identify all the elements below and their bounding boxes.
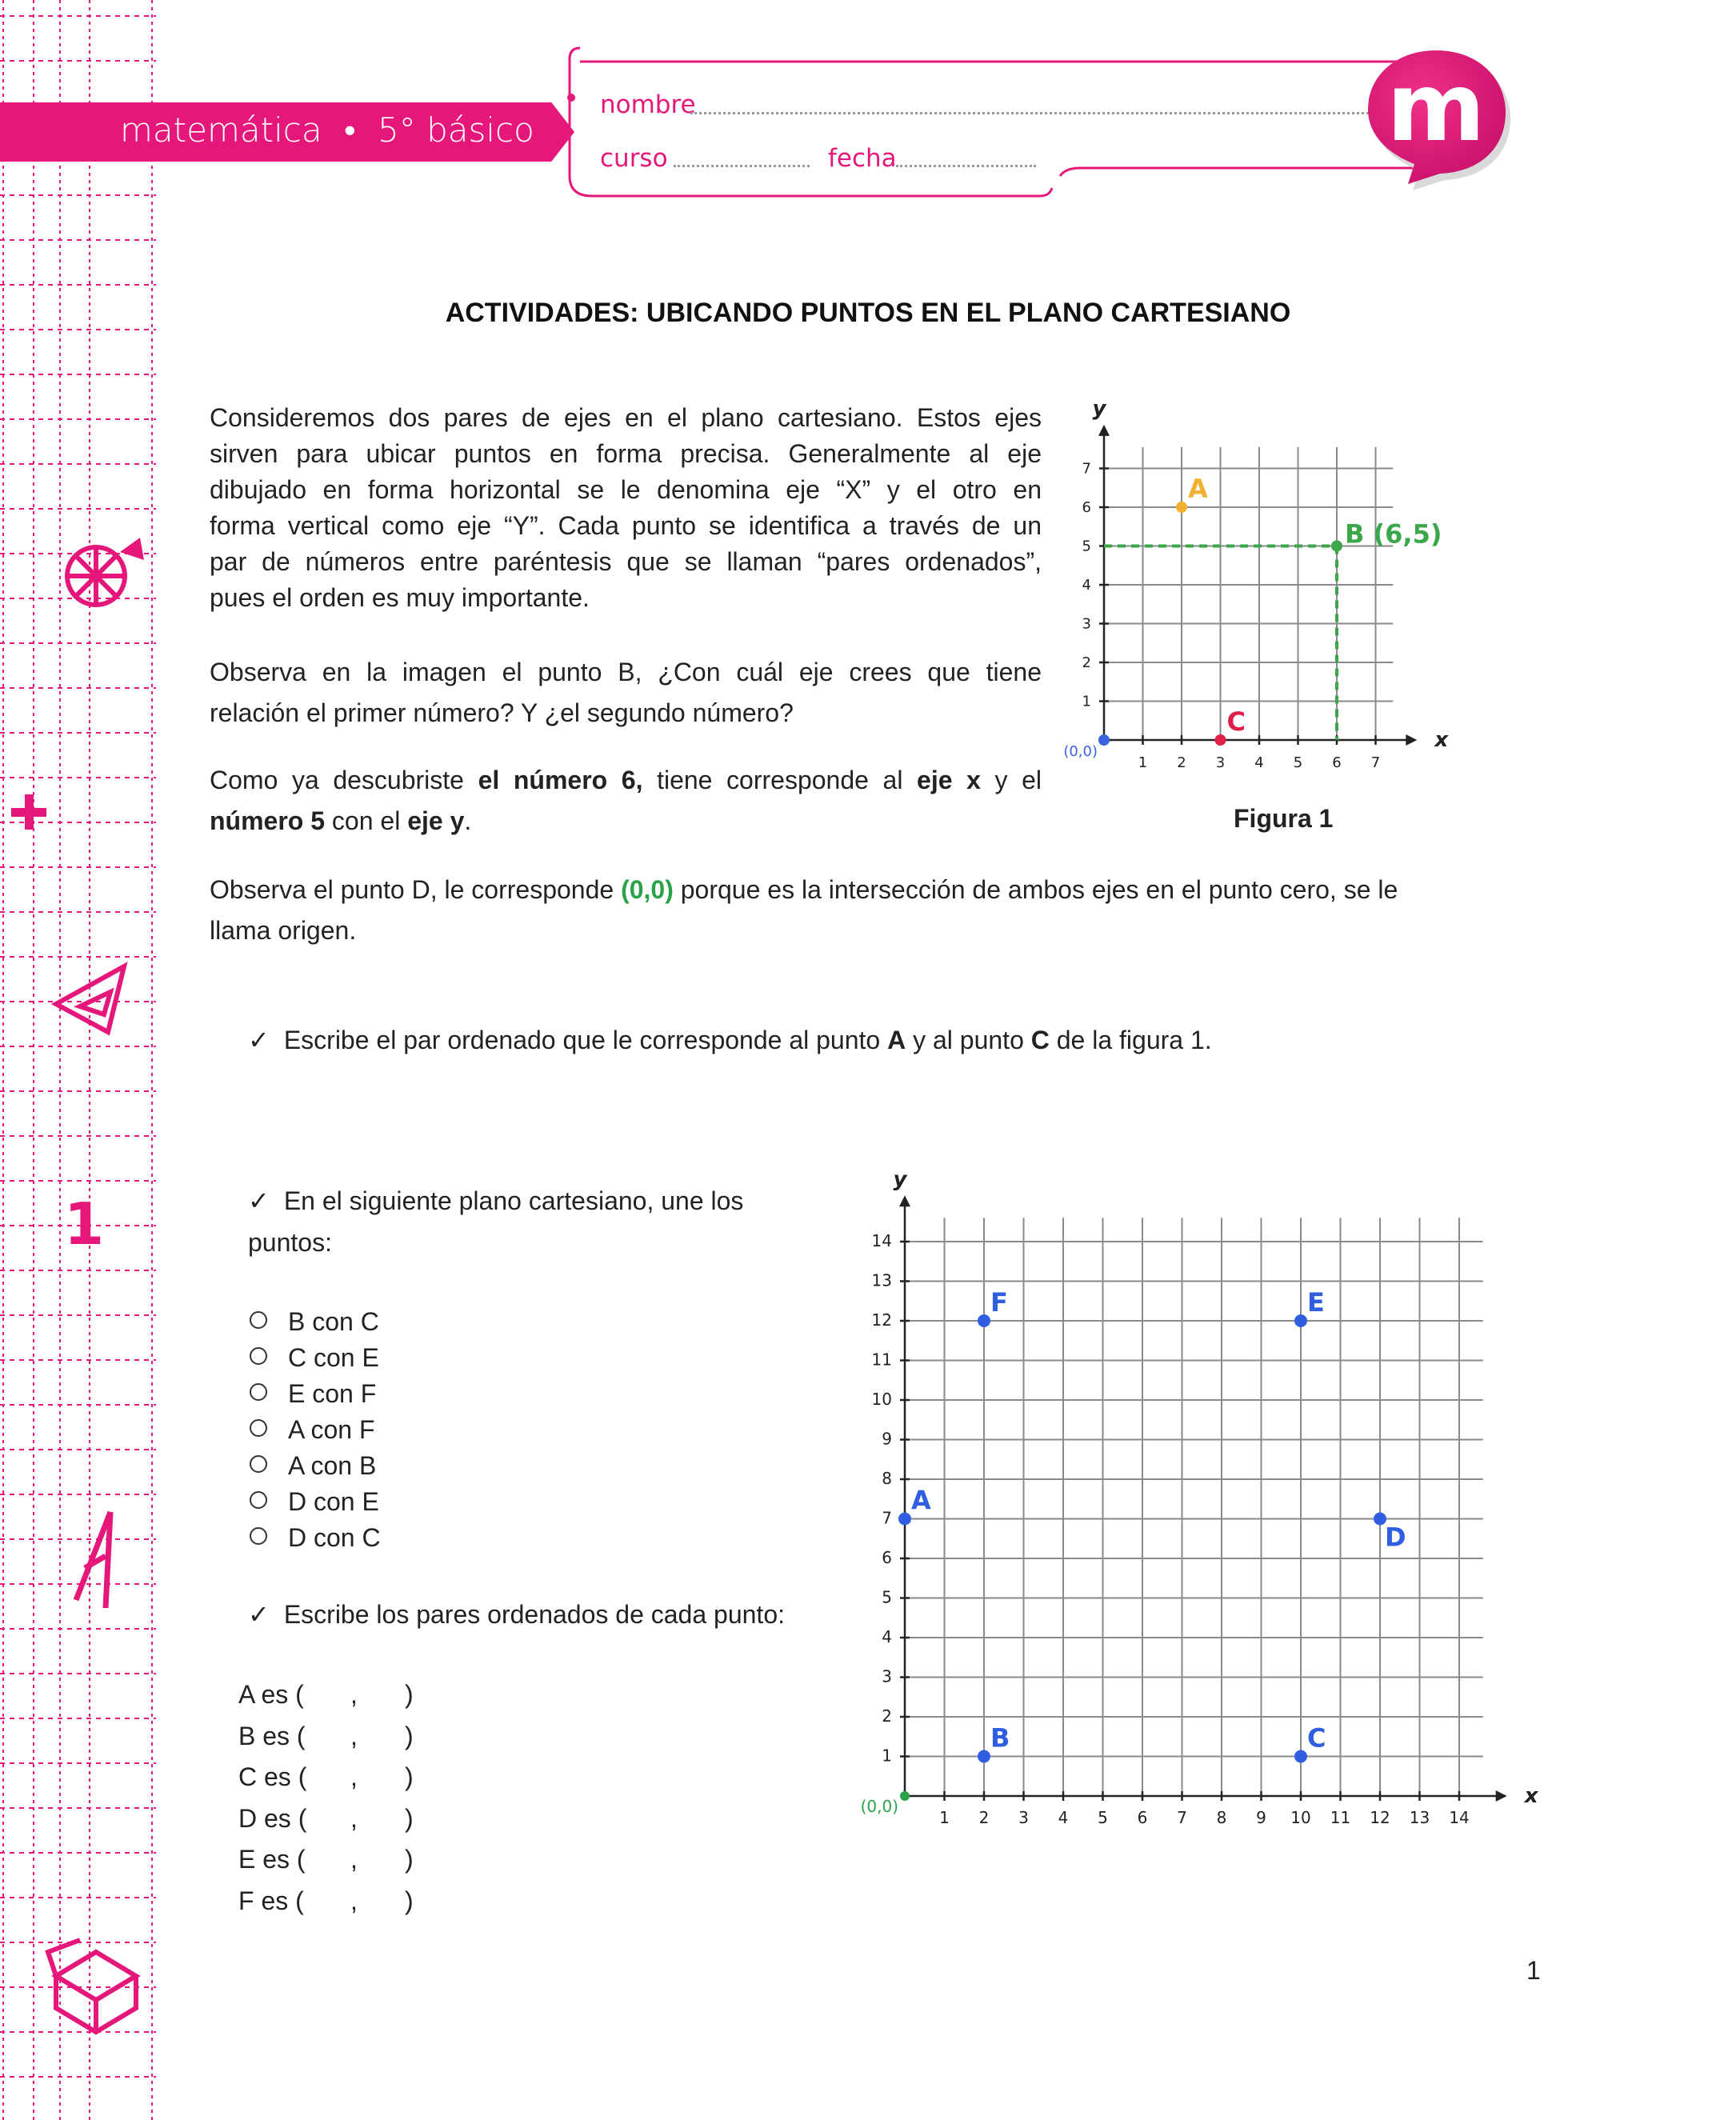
intro-paragraph xyxy=(210,400,1042,616)
intro-line: sirven para ubicar puntos en forma precisa. Generalmente al eje xyxy=(210,439,1042,468)
intro-line: par de números entre paréntesis que se llaman “pares ordenados”, xyxy=(210,547,1042,576)
ordered-pair-close: ) xyxy=(405,1845,414,1874)
y-tick-label: 8 xyxy=(882,1469,892,1488)
question-line: Observa en la imagen el punto B, ¿Con cuál eje crees que tiene xyxy=(210,658,1042,686)
svg-text:m: m xyxy=(1386,52,1486,162)
ordered-pair-label: C es ( xyxy=(238,1762,307,1791)
y-tick-label: 14 xyxy=(871,1231,892,1250)
x-tick-label: 8 xyxy=(1216,1808,1227,1827)
circle-bullet-icon xyxy=(250,1419,267,1437)
ordered-pair-label: E es ( xyxy=(238,1845,306,1874)
origin-label: (0,0) xyxy=(860,1797,898,1816)
x-tick-label: 1 xyxy=(1138,754,1148,771)
y-tick-label: 2 xyxy=(882,1706,892,1726)
ordered-pair-close: ) xyxy=(405,1680,414,1709)
x-tick-label: 1 xyxy=(939,1808,950,1827)
origin-paragraph: Observa el punto D, le corresponde (0,0) porque es la intersección de ambos ejes en el punto cero, se le llama origen. xyxy=(210,875,1398,945)
point-label: B (6,5) xyxy=(1345,518,1442,550)
x-tick-label: 4 xyxy=(1254,754,1264,771)
y-axis-label: y xyxy=(1092,396,1106,421)
connection-label: E con F xyxy=(288,1379,377,1408)
intro-line: pues el orden es muy importante. xyxy=(210,583,590,612)
connection-item xyxy=(250,1412,381,1448)
pie-chart-icon xyxy=(67,547,125,605)
y-tick-label: 4 xyxy=(882,1627,892,1646)
x-axis-arrow-icon xyxy=(1496,1790,1507,1802)
point-marker xyxy=(1098,734,1110,746)
x-tick-label: 6 xyxy=(1332,754,1342,771)
y-tick-label: 11 xyxy=(871,1350,892,1370)
connection-item xyxy=(250,1520,381,1556)
task-3-label: ✓ Escribe los pares ordenados de cada punto: xyxy=(248,1597,785,1633)
y-axis-label: y xyxy=(893,1167,907,1192)
y-axis-arrow-icon xyxy=(1098,425,1110,436)
x-tick-label: 14 xyxy=(1449,1808,1470,1827)
y-tick-label: 7 xyxy=(1082,460,1091,478)
x-tick-label: 2 xyxy=(978,1808,990,1827)
ordered-pair-comma: , xyxy=(350,1680,358,1709)
point-label: F xyxy=(990,1287,1008,1318)
circle-bullet-icon xyxy=(250,1527,267,1545)
triangle-ruler-icon xyxy=(56,966,124,1032)
connection-label: A con B xyxy=(288,1451,377,1480)
origin-label: (0,0) xyxy=(1063,743,1098,760)
x-tick-label: 7 xyxy=(1370,754,1381,771)
connection-label: D con C xyxy=(288,1523,381,1552)
plus-icon xyxy=(11,794,46,830)
x-tick-label: 13 xyxy=(1409,1808,1430,1827)
date-label: fecha xyxy=(828,144,897,173)
brand-logo xyxy=(1360,44,1512,188)
x-tick-label: 9 xyxy=(1256,1808,1266,1827)
point-marker xyxy=(1176,502,1187,513)
ordered-pair-label: F es ( xyxy=(238,1886,304,1915)
x-axis-arrow-icon xyxy=(1406,734,1417,746)
connection-item xyxy=(250,1304,381,1340)
connection-label: B con C xyxy=(288,1307,379,1336)
circle-bullet-icon xyxy=(250,1311,267,1329)
connection-item xyxy=(250,1484,381,1520)
circle-bullet-icon xyxy=(250,1383,267,1401)
intro-line: dibujado en forma horizontal se le denomina eje “X” y el otro en xyxy=(210,475,1042,504)
point-label: B xyxy=(990,1722,1010,1754)
question-paragraph xyxy=(210,652,1042,734)
y-axis-arrow-icon xyxy=(899,1195,910,1206)
x-axis-label: x xyxy=(1524,1784,1538,1808)
x-axis-label: x xyxy=(1434,728,1449,752)
y-tick-label: 9 xyxy=(882,1429,892,1449)
x-tick-label: 6 xyxy=(1137,1808,1148,1827)
x-tick-label: 11 xyxy=(1330,1808,1351,1827)
course-field[interactable] xyxy=(674,165,810,167)
x-tick-label: 7 xyxy=(1177,1808,1187,1827)
compass-icon xyxy=(76,1512,110,1608)
point-marker xyxy=(1331,541,1342,552)
point-marker xyxy=(978,1314,990,1327)
ordered-pair-comma: , xyxy=(350,1803,358,1833)
figure-1-chart xyxy=(1056,396,1449,780)
y-tick-label: 6 xyxy=(1082,499,1091,516)
y-tick-label: 2 xyxy=(1082,654,1091,671)
x-tick-label: 3 xyxy=(1018,1808,1029,1827)
y-tick-label: 5 xyxy=(882,1587,892,1607)
intro-line: forma vertical como eje “Y”. Cada punto se identifica a través de un xyxy=(210,511,1042,540)
y-tick-label: 10 xyxy=(871,1390,892,1409)
x-tick-label: 12 xyxy=(1370,1808,1390,1827)
ordered-pair-label: A es ( xyxy=(238,1680,304,1709)
x-tick-label: 4 xyxy=(1058,1808,1069,1827)
y-tick-label: 13 xyxy=(871,1270,892,1290)
y-tick-label: 7 xyxy=(882,1508,892,1528)
connection-list xyxy=(250,1304,381,1556)
point-label: E xyxy=(1307,1287,1325,1318)
ordered-pair-close: ) xyxy=(405,1721,414,1750)
y-tick-label: 1 xyxy=(882,1746,892,1766)
x-tick-label: 10 xyxy=(1290,1808,1311,1827)
y-tick-label: 1 xyxy=(1082,693,1091,710)
connection-item xyxy=(250,1376,381,1412)
x-tick-label: 3 xyxy=(1215,754,1226,771)
page-title: ACTIVIDADES: UBICANDO PUNTOS EN EL PLANO CARTESIANO xyxy=(445,298,1291,328)
task-1: ✓ Escribe el par ordenado que le corresponde al punto A y al punto C de la figura 1. xyxy=(248,1022,1212,1058)
point-label: C xyxy=(1226,706,1246,737)
ordered-pair-label: B es ( xyxy=(238,1721,306,1750)
ordered-pair-comma: , xyxy=(350,1721,358,1750)
y-tick-label: 3 xyxy=(882,1666,892,1686)
y-tick-label: 6 xyxy=(882,1548,892,1567)
name-field[interactable] xyxy=(690,112,1378,114)
connection-label: D con E xyxy=(288,1487,379,1516)
y-tick-label: 4 xyxy=(1082,577,1091,594)
cartesian-plane-chart xyxy=(856,1167,1538,1832)
y-tick-label: 5 xyxy=(1082,538,1091,555)
circle-bullet-icon xyxy=(250,1455,267,1473)
task-2: ✓ En el siguiente plano cartesiano, une los puntos: xyxy=(248,1180,743,1263)
answer-paragraph xyxy=(210,760,1042,842)
x-tick-label: 2 xyxy=(1177,754,1186,771)
date-field[interactable] xyxy=(896,165,1036,167)
ordered-pair-comma: , xyxy=(350,1845,358,1874)
box-icon xyxy=(48,1940,136,2032)
ordered-pair-close: ) xyxy=(405,1762,414,1791)
connection-item xyxy=(250,1340,381,1376)
y-tick-label: 12 xyxy=(871,1310,892,1330)
x-tick-label: 5 xyxy=(1293,754,1303,771)
number-one-icon: 1 xyxy=(64,1190,105,1258)
name-label: nombre xyxy=(600,90,696,119)
answer-line-2: número 5 con el eje y. xyxy=(210,806,472,835)
y-tick-label: 3 xyxy=(1082,615,1091,633)
origin-marker xyxy=(900,1791,910,1801)
ordered-pair-comma: , xyxy=(350,1886,358,1915)
ordered-pair-close: ) xyxy=(405,1886,414,1915)
ordered-pair-label: D es ( xyxy=(238,1803,307,1833)
connection-item xyxy=(250,1448,381,1484)
point-marker xyxy=(1294,1314,1307,1327)
point-label: A xyxy=(911,1485,931,1516)
point-label: A xyxy=(1188,474,1208,504)
course-label: curso xyxy=(600,144,668,173)
point-label: C xyxy=(1307,1722,1326,1754)
brand-title: matemática • 5° básico xyxy=(120,110,534,150)
point-marker xyxy=(978,1750,990,1763)
point-marker xyxy=(1294,1750,1307,1763)
circle-bullet-icon xyxy=(250,1347,267,1365)
answer-line-1: Como ya descubriste el número 6, tiene corresponde al eje x y el xyxy=(210,766,1042,794)
intro-line: Consideremos dos pares de ejes en el plano cartesiano. Estos ejes xyxy=(210,403,1042,432)
connection-label: C con E xyxy=(288,1343,379,1372)
page-number: 1 xyxy=(1526,1956,1541,1985)
point-marker xyxy=(1215,734,1226,746)
point-label: D xyxy=(1385,1522,1406,1553)
figure-1-caption: Figura 1 xyxy=(1234,804,1334,833)
ordered-pair-comma: , xyxy=(350,1762,358,1791)
circle-bullet-icon xyxy=(250,1491,267,1509)
x-tick-label: 5 xyxy=(1098,1808,1108,1827)
ordered-pair-close: ) xyxy=(405,1803,414,1833)
question-line: relación el primer número? Y ¿el segundo número? xyxy=(210,698,794,727)
point-marker xyxy=(898,1513,911,1526)
connection-label: A con F xyxy=(288,1415,375,1444)
